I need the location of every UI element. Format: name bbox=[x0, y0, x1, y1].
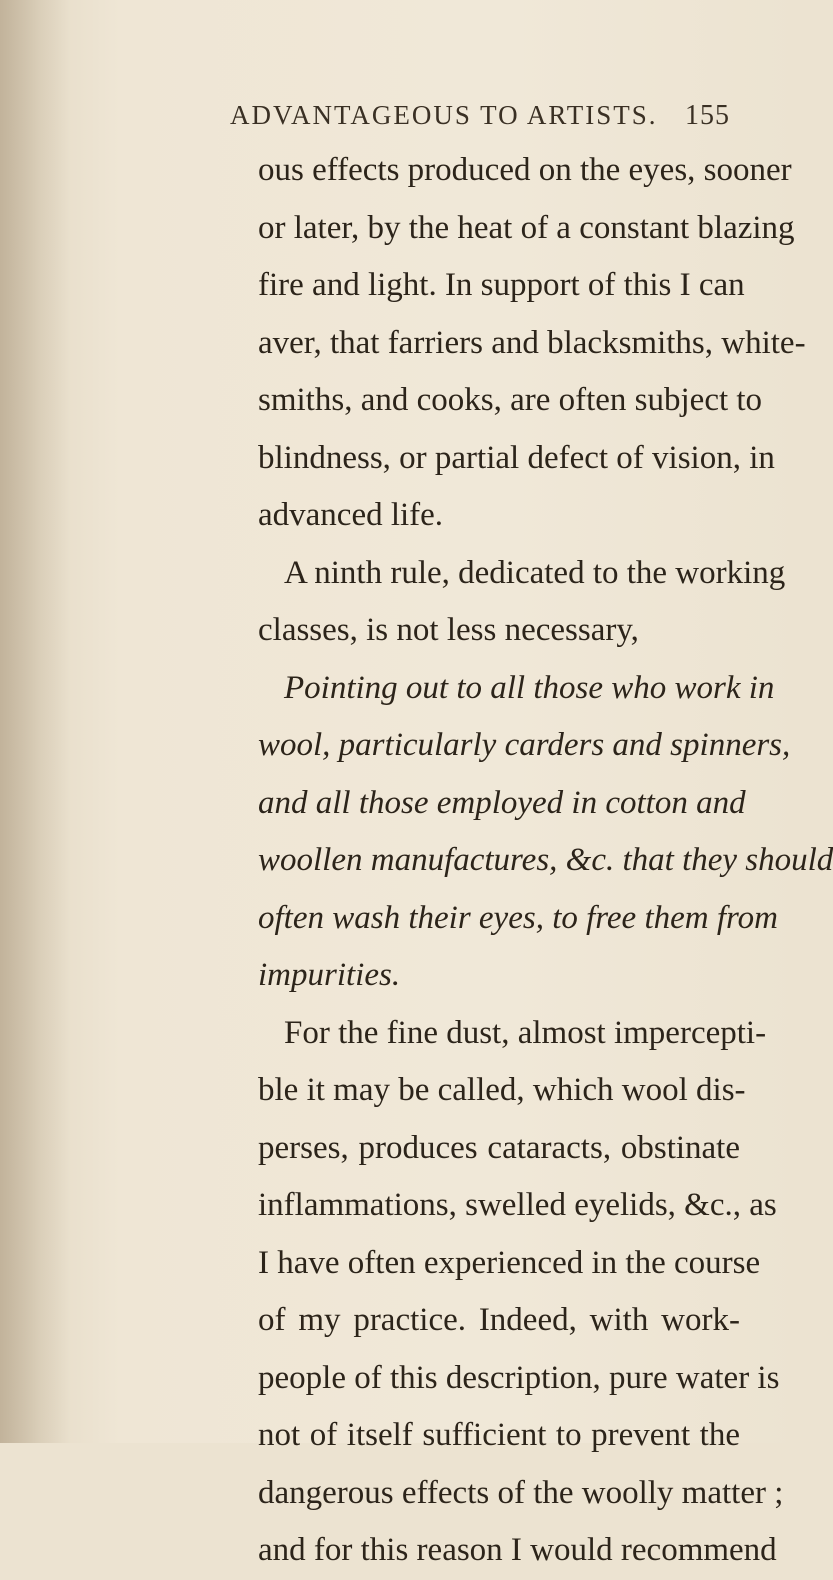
running-head bbox=[230, 100, 750, 140]
text-line: often wash their eyes, to free them from bbox=[258, 899, 778, 936]
text-line: or later, by the heat of a constant blazing bbox=[258, 209, 795, 246]
text-line: classes, is not less necessary, bbox=[258, 612, 639, 648]
text-line: blindness, or partial defect of vision, in bbox=[258, 439, 775, 476]
text-line: perses, produces cataracts, obstinate bbox=[258, 1129, 740, 1166]
body-text bbox=[258, 142, 833, 1580]
text-line: For the fine dust, almost impercepti- bbox=[284, 1014, 767, 1051]
text-line: impurities. bbox=[258, 957, 401, 993]
text-line: Pointing out to all those who work in bbox=[284, 669, 775, 706]
text-line: smiths, and cooks, are often subject to bbox=[258, 382, 763, 418]
text-line: not of itself sufficient to prevent the bbox=[258, 1417, 740, 1453]
text-line: ous effects produced on the eyes, sooner bbox=[258, 152, 792, 188]
text-line: dangerous effects of the woolly matter ; bbox=[258, 1474, 784, 1511]
text-line: fire and light. In support of this I can bbox=[258, 267, 745, 303]
text-line: wool, particularly carders and spinners, bbox=[258, 727, 791, 763]
text-line: A ninth rule, dedicated to the working bbox=[284, 554, 786, 591]
text-line: ble it may be called, which wool dis- bbox=[258, 1072, 746, 1108]
text-line: people of this description, pure water is bbox=[258, 1359, 780, 1396]
page-number: 155 bbox=[685, 100, 730, 131]
gutter-shadow bbox=[0, 0, 70, 1443]
text-line: I have often experienced in the course bbox=[258, 1244, 761, 1281]
running-title: ADVANTAGEOUS TO ARTISTS. bbox=[230, 100, 658, 130]
text-line: and all those employed in cotton and bbox=[258, 784, 746, 821]
text-line: inflammations, swelled eyelids, &c., as bbox=[258, 1187, 777, 1223]
text-line: and for this reason I would recommend bbox=[258, 1532, 777, 1568]
text-line: woollen manufactures, &c. that they should bbox=[258, 842, 833, 878]
text-line: advanced life. bbox=[258, 497, 444, 533]
text-line: of my practice. Indeed, with work- bbox=[258, 1302, 740, 1338]
text-line: aver, that farriers and blacksmiths, white- bbox=[258, 324, 806, 361]
